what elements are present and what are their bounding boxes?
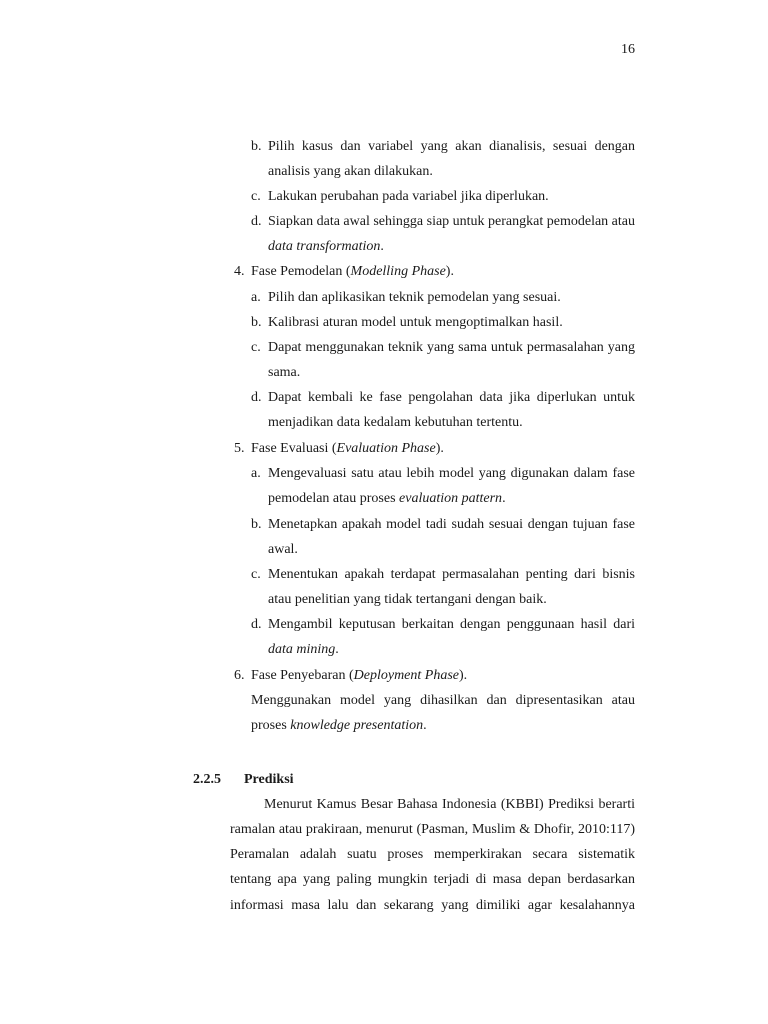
list-marker: a. xyxy=(251,290,261,305)
list-item-text: Dapat kembali ke fase pengolahan data jika diperlukan untuk xyxy=(268,390,635,405)
paragraph-line: Menurut Kamus Besar Bahasa Indonesia (KBBI) Prediksi berarti xyxy=(264,797,635,812)
list-item-text: pemodelan atau proses evaluation pattern. xyxy=(268,491,506,506)
list-item-text: Mengambil keputusan berkaitan dengan penggunaan hasil dari xyxy=(268,617,635,632)
phase-body-text: proses knowledge presentation. xyxy=(251,718,427,733)
list-marker: c. xyxy=(251,567,261,582)
paragraph-line: informasi masa lalu dan sekarang yang dimiliki agar kesalahannya xyxy=(230,898,635,913)
paragraph-line: Peramalan adalah suatu proses memperkirakan secara sistematik xyxy=(230,847,635,862)
list-item-text: menjadikan data kedalam kebutuhan tertentu. xyxy=(268,415,523,430)
list-marker: b. xyxy=(251,315,262,330)
phase-heading: Fase Pemodelan (Modelling Phase). xyxy=(251,264,454,279)
list-item-text: awal. xyxy=(268,542,298,557)
list-item-text: Pilih dan aplikasikan teknik pemodelan yang sesuai. xyxy=(268,290,561,305)
phase-body-text: Menggunakan model yang dihasilkan dan dipresentasikan atau xyxy=(251,693,635,708)
list-item-text: Lakukan perubahan pada variabel jika diperlukan. xyxy=(268,189,549,204)
phase-number: 6. xyxy=(234,668,245,683)
list-item-text: data transformation. xyxy=(268,239,384,254)
list-item-text: Menentukan apakah terdapat permasalahan penting dari bisnis xyxy=(268,567,635,582)
list-item-text: Siapkan data awal sehingga siap untuk perangkat pemodelan atau xyxy=(268,214,635,229)
list-marker: c. xyxy=(251,340,261,355)
list-marker: a. xyxy=(251,466,261,481)
paragraph-line: ramalan atau prakiraan, menurut (Pasman, Muslim & Dhofir, 2010:117) xyxy=(230,822,635,837)
list-item-text: Mengevaluasi satu atau lebih model yang digunakan dalam fase xyxy=(268,466,635,481)
paragraph-line: tentang apa yang paling mungkin terjadi di masa depan berdasarkan xyxy=(230,872,635,887)
phase-number: 4. xyxy=(234,264,245,279)
phase-heading: Fase Penyebaran (Deployment Phase). xyxy=(251,668,468,683)
list-marker: b. xyxy=(251,517,262,532)
list-item-text: sama. xyxy=(268,365,301,380)
list-marker: d. xyxy=(251,390,262,405)
list-marker: c. xyxy=(251,189,261,204)
list-item-text: Dapat menggunakan teknik yang sama untuk permasalahan yang xyxy=(268,340,635,355)
section-number: 2.2.5 xyxy=(193,772,221,787)
list-item-text: Menetapkan apakah model tadi sudah sesuai dengan tujuan fase xyxy=(268,517,635,532)
list-item-text: data mining. xyxy=(268,642,339,657)
list-marker: d. xyxy=(251,214,262,229)
page-number: 16 xyxy=(621,42,635,57)
list-item-text: atau penelitian yang tidak tertangani dengan baik. xyxy=(268,592,547,607)
list-marker: d. xyxy=(251,617,262,632)
list-item-text: analisis yang akan dilakukan. xyxy=(268,164,433,179)
list-item-text: Pilih kasus dan variabel yang akan dianalisis, sesuai dengan xyxy=(268,139,635,154)
list-marker: b. xyxy=(251,139,262,154)
phase-heading: Fase Evaluasi (Evaluation Phase). xyxy=(251,441,444,456)
phase-number: 5. xyxy=(234,441,245,456)
list-item-text: Kalibrasi aturan model untuk mengoptimalkan hasil. xyxy=(268,315,563,330)
section-title: Prediksi xyxy=(244,772,294,787)
